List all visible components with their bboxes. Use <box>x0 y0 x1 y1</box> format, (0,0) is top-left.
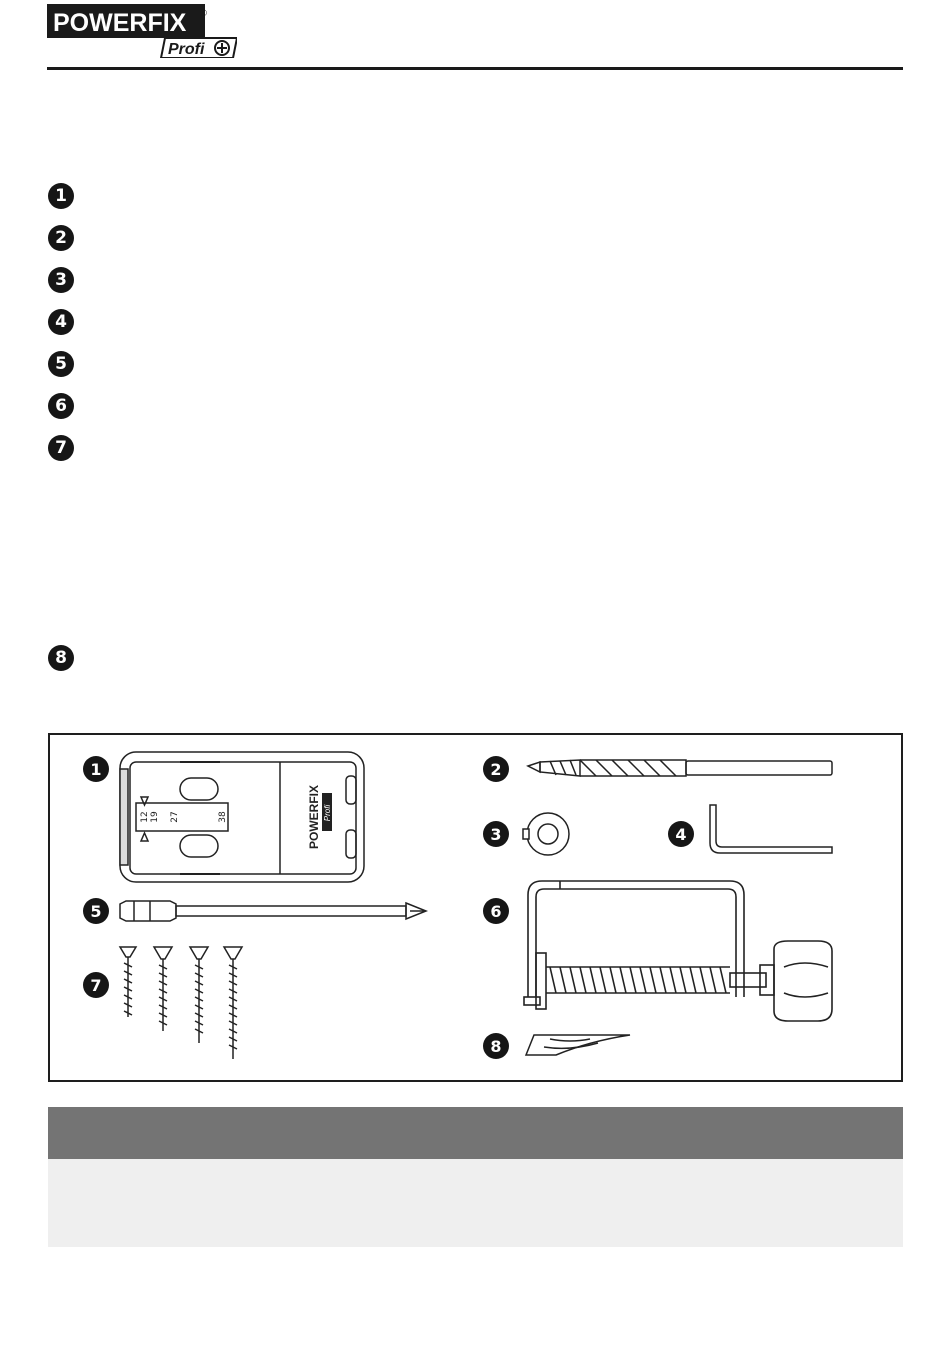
registered-mark: ® <box>199 9 208 19</box>
screwdriver-bit <box>120 901 426 921</box>
callout-7 <box>83 972 109 998</box>
depth-stop-collar <box>523 813 569 855</box>
svg-text:8: 8 <box>490 1037 502 1056</box>
jig-label <box>307 785 332 849</box>
wooden-plug <box>526 1035 630 1055</box>
brand-name: POWERFIX <box>53 9 187 37</box>
parts-illustration <box>50 735 901 1080</box>
hex-key <box>710 805 832 853</box>
list-badge-6: 6 <box>48 393 74 419</box>
jig-brand-sub: Profi <box>323 804 332 822</box>
callout-6 <box>483 898 509 924</box>
drill-bit <box>528 760 832 776</box>
header-rule <box>47 67 903 70</box>
callout-2 <box>483 756 509 782</box>
svg-text:1: 1 <box>90 760 102 779</box>
list-badge-8: 8 <box>48 645 74 671</box>
screws <box>120 947 242 1059</box>
svg-text:7: 7 <box>90 976 102 995</box>
section-header-bar <box>48 1107 903 1159</box>
jig-brand: POWERFIX <box>307 784 321 850</box>
screw-3 <box>190 947 208 1043</box>
clamp <box>524 881 832 1021</box>
callout-4 <box>668 821 694 847</box>
callout-8 <box>483 1033 509 1059</box>
list-badge-4: 4 <box>48 309 74 335</box>
svg-text:2: 2 <box>490 760 502 779</box>
svg-text:4: 4 <box>675 825 687 844</box>
callout-5 <box>83 898 109 924</box>
screw-1 <box>120 947 136 1017</box>
callout-1 <box>83 756 109 782</box>
scale-mark-27: 27 <box>170 811 180 823</box>
list-badge-5: 5 <box>48 351 74 377</box>
svg-text:5: 5 <box>90 902 102 921</box>
callout-3 <box>483 821 509 847</box>
scale-mark-19: 19 <box>150 811 160 823</box>
screw-4 <box>224 947 242 1059</box>
svg-text:6: 6 <box>490 902 502 921</box>
svg-text:3: 3 <box>490 825 502 844</box>
scale-mark-38: 38 <box>218 811 228 823</box>
list-badge-7: 7 <box>48 435 74 461</box>
brand-sub: Profi <box>168 41 205 58</box>
list-badge-1: 1 <box>48 183 74 209</box>
list-badge-3: 3 <box>48 267 74 293</box>
scale-mark-12: 12 <box>140 811 150 823</box>
jig-scale <box>140 811 228 823</box>
list-badge-2: 2 <box>48 225 74 251</box>
screw-2 <box>154 947 172 1031</box>
section-body-panel <box>48 1159 903 1247</box>
brand-logo <box>47 4 237 58</box>
parts-figure <box>48 733 903 1082</box>
